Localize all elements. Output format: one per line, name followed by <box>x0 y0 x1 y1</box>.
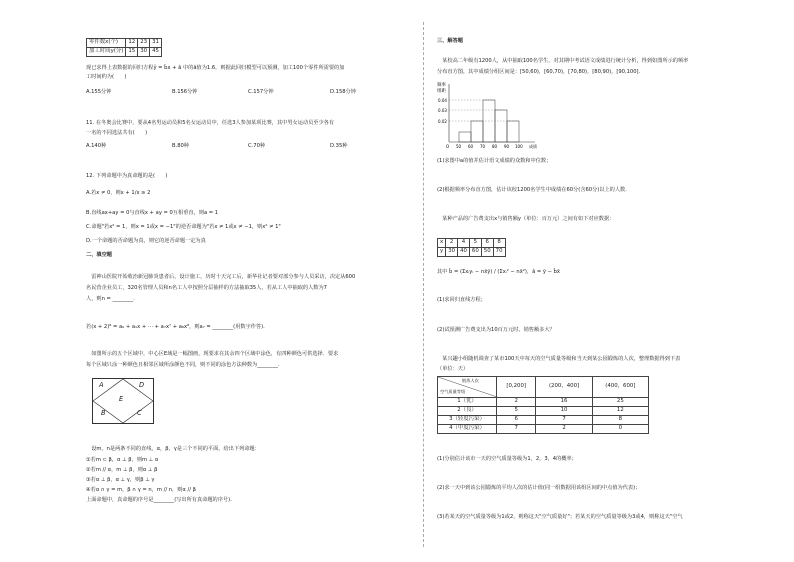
table-header: [0,200] <box>497 377 536 398</box>
table-cell: 40 <box>458 248 470 257</box>
table-row <box>87 39 162 48</box>
table-row <box>438 239 506 248</box>
q16-item-2: ②若m // α，m ⊥ β，则α ⊥ β <box>86 467 158 473</box>
q10-text-2: 工时间约为( ) <box>86 74 127 80</box>
table-cell: 16 <box>536 398 592 407</box>
hist-bar-60-70 <box>471 121 483 142</box>
q16-text-1: 设m，n是两条不同的直线，α，β，γ是三个不同的平面，给出下列命题： <box>86 446 260 452</box>
hist-ylabel-bottom: 组距 <box>437 89 446 94</box>
q19-part-2: (2)求一天中到该公园锻炼的平均人次的估计值(同一组数据用该组区间的中点值为代表)； <box>437 485 641 491</box>
hist-bar-80-90 <box>495 110 507 142</box>
q10-option-a: A.155分钟 <box>86 89 112 95</box>
q19-part-3: (3)若某天的空气质量等级为1或2，则称这天"空气质量好"；若某天的空气质量等级为3或4，则称这天"空气 <box>437 514 683 520</box>
hist-ylabel-top: 频率 <box>437 83 446 88</box>
table-cell: x <box>438 239 446 248</box>
hist-tick-x-6: 100 <box>515 144 523 149</box>
table-cell: 4 <box>458 239 470 248</box>
table-cell: 6 <box>497 416 536 425</box>
q18-text-1: 某种产品的广告费支出x与销售额y（单位：百万元）之间有如下对应数据： <box>437 216 615 222</box>
table-cell: y <box>438 248 446 257</box>
q11-option-b: B.80种 <box>172 143 189 149</box>
hist-tick-y-3: 0.02 <box>438 119 447 124</box>
table-cell: 12 <box>592 407 648 416</box>
ad-sales-table <box>437 238 506 257</box>
header-bottom-label: 空气质量等级 <box>440 389 466 394</box>
q17-text-2: 分布直方图，其中成绩分组区间是：[50,60)，[60,70)，[70,80)，[80,90)，[90,100]. <box>437 69 641 75</box>
table-cell: 60 <box>469 248 481 257</box>
q12-title: 12. 下列命题中为真命题的是( ) <box>86 173 168 179</box>
hist-tick-y-2: 0.03 <box>438 108 447 113</box>
table-cell: 2 <box>497 398 536 407</box>
table-cell: 加工时间y(分) <box>87 48 126 57</box>
table-row <box>438 377 649 398</box>
region-diagram <box>92 378 154 424</box>
q10-text-1: 现已求得上表数据的回归方程ŷ = b̂x + â 中的â值为1.6，则据此回归模型可以预测，加工100个零件所需要的加 <box>86 65 345 71</box>
table-cell: 10 <box>536 407 592 416</box>
table-cell: 45 <box>150 48 162 57</box>
q11-text-1: 11. 在冬奥会比赛中，要从4名男运动员和5名女运动员中，任选3人参加某项比赛，其中男女运动员至少各有 <box>86 120 335 126</box>
q19-text-2: （单位：天） <box>437 366 469 372</box>
region-label-a: A <box>99 381 104 389</box>
q16-item-1: ①若m ⊂ β，α ⊥ β，则m ⊥ α <box>86 457 159 463</box>
table-header: (400，600] <box>592 377 648 398</box>
q12-option-d: D.一个命题的否命题为真，则它的逆否命题一定为真 <box>86 238 206 244</box>
q13-text-2: 名民营企业员工，320名管理人员和n名工人中按照分层抽样的方法抽取35人，若从工人中抽取的人数为7 <box>86 285 327 291</box>
table-cell: 0 <box>592 425 648 434</box>
section-fill-in: 二、填空题 <box>86 252 112 258</box>
table-cell: 15 <box>126 48 138 57</box>
table-cell: 1（优） <box>438 398 497 407</box>
hist-tick-x-2: 60 <box>468 144 474 149</box>
q18-part-1: (1)求回归直线方程； <box>437 297 486 303</box>
q17-text-1: 某校高二年级有1200人，从中抽取100名学生，对其期中考试语文成绩进行统计分析，得到如图所示的频率 <box>437 58 689 64</box>
q11-option-a: A.140种 <box>86 143 107 149</box>
histogram <box>437 80 547 150</box>
table-row <box>438 407 649 416</box>
q10-option-b: B.156分钟 <box>172 89 198 95</box>
table-cell: 23 <box>138 39 150 48</box>
q12-option-c: C.命题"若x² = 1，则x = 1或x = −1"的逆否命题为"若x ≠ 1或x ≠ −1，则x² ≠ 1" <box>86 224 281 230</box>
hist-xlabel: 成绩 <box>529 144 537 149</box>
table-header-corner <box>438 377 497 398</box>
table-cell: 2 <box>446 239 458 248</box>
q14-text: 若(x + 2)⁸ = a₀ + a₁x + ⋯ + a₇x⁷ + a₈x⁸，则a₇ = ________(用数字作答). <box>86 324 265 330</box>
q11-option-c: C.70种 <box>248 143 266 149</box>
q19-part-1: (1)分别估计该市一天的空气质量等级为1，2，3，4的概率； <box>437 456 577 462</box>
q11-option-d: D.35种 <box>330 143 348 149</box>
hist-tick-x-0: O <box>446 144 450 149</box>
table-cell: 4（中度污染） <box>438 425 497 434</box>
hist-bar-50-60 <box>459 132 471 142</box>
table-cell: 5 <box>469 239 481 248</box>
hist-tick-x-4: 80 <box>492 144 498 149</box>
table-cell: 30 <box>446 248 458 257</box>
hist-tick-y-1: 0.04 <box>438 98 447 103</box>
hist-tick-x-3: 70 <box>480 144 486 149</box>
q10-option-d: D.158分钟 <box>330 89 356 95</box>
table-cell: 70 <box>493 248 505 257</box>
table-cell: 30 <box>138 48 150 57</box>
q16-item-3: ③若α ⊥ β，α ⊥ γ，则β ⊥ γ <box>86 477 155 483</box>
table-cell: 50 <box>481 248 493 257</box>
regression-formula: 其中 b̂ = (Σxᵢyᵢ − nx̄ȳ) / (Σxᵢ² − nx̄²)，â = ȳ − b̂x̄ <box>437 269 560 275</box>
header-top-label: 锻炼人次 <box>462 378 479 383</box>
q11-text-2: 一名的不同选法共有( ) <box>86 130 148 136</box>
table-row <box>438 398 649 407</box>
table-cell: 8 <box>493 239 505 248</box>
hist-tick-x-5: 90 <box>504 144 510 149</box>
air-quality-table <box>437 376 649 434</box>
q19-text-1: 某兴趣小组随机调查了某市100天中每天的空气质量等级和当天到某公园锻炼的人次，整理数据得到下表 <box>437 356 681 362</box>
q16-item-4: ④若α ∩ γ = m，β ∩ γ = n，m // n，则α // β <box>86 487 196 493</box>
table-row <box>438 416 649 425</box>
q10-option-c: C.157分钟 <box>248 89 274 95</box>
q16-last: 上面命题中，真命题的序号是________(写出所有真命题的序号). <box>86 497 232 503</box>
table-cell: 31 <box>150 39 162 48</box>
q13-text-3: 人，则n = ________. <box>86 296 135 302</box>
region-label-d: D <box>139 381 145 389</box>
hist-bar-90-100 <box>507 121 519 142</box>
table-cell: 8 <box>592 416 648 425</box>
q12-option-b: B.直线ax+ay = 0与直线x + ay = 0互相垂直，则a = 1 <box>86 210 219 216</box>
table-cell: 2（良） <box>438 407 497 416</box>
table-header: (200，400] <box>536 377 592 398</box>
region-label-c: C <box>137 409 142 417</box>
q12-option-a: A.若x ≠ 0，则x + 1/x ≥ 2 <box>86 190 151 196</box>
region-label-e: E <box>119 395 124 403</box>
q17-part-2: (2)根据频率分布直方图，估计该校1200名学生中成绩在60分(含60分)以上的人数． <box>437 187 631 193</box>
table-row <box>438 248 506 257</box>
data-table-parts <box>86 38 162 57</box>
table-cell: 5 <box>497 407 536 416</box>
q13-text-1: 雷神山医院开始收治新冠肺炎患者后，设计施工，历时十天完工后，新华社记者要对部分参与人员采访，决定从600 <box>86 274 356 280</box>
table-cell: 2 <box>536 425 592 434</box>
section-answers: 三、解答题 <box>437 38 463 44</box>
table-cell: 3（轻度污染） <box>438 416 497 425</box>
table-cell: 7 <box>536 416 592 425</box>
table-cell: 6 <box>481 239 493 248</box>
column-divider <box>423 22 424 547</box>
q18-part-2: (2)试预测广告费支出为10百万元时，销售额多大？ <box>437 327 555 333</box>
q15-text-2: 每个区域只涂一种颜色且相邻区域所涂颜色不同，则不同的涂色方法种数为________. <box>86 362 280 368</box>
table-cell: 零件数x(个) <box>87 39 126 48</box>
region-label-b: B <box>101 409 106 417</box>
table-row <box>87 48 162 57</box>
hist-tick-x-1: 50 <box>456 144 462 149</box>
q15-text-1: 如图所示的五个区域中，中心区E域是一幅图画，现要求在其余四个区域中涂色，有四种颜色可供选择．要求 <box>86 351 339 357</box>
table-row <box>438 425 649 434</box>
table-cell: 12 <box>126 39 138 48</box>
q17-part-1: (1)求图中a的值并估计语文成绩的众数和中位数； <box>437 158 552 164</box>
table-cell: 7 <box>497 425 536 434</box>
table-cell: 25 <box>592 398 648 407</box>
